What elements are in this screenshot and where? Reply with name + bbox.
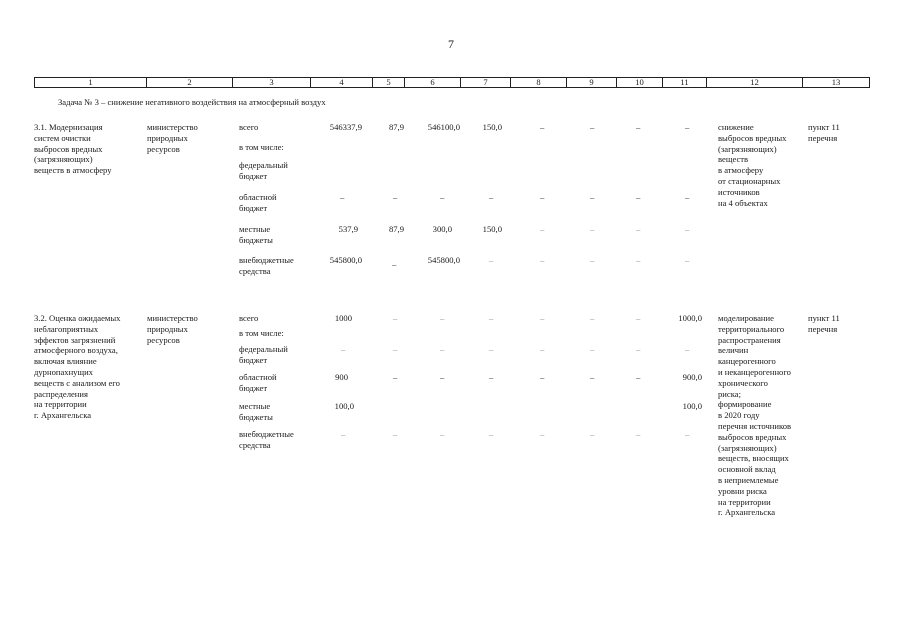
value-cell: 545800,0 bbox=[427, 255, 460, 265]
column-header: 2 bbox=[147, 78, 233, 87]
value-cell: 150,0 bbox=[482, 122, 502, 132]
column-header: 3 bbox=[233, 78, 311, 87]
value-cell: – bbox=[489, 372, 494, 382]
executor: министерство природных ресурсов bbox=[147, 313, 198, 345]
value-cell: – bbox=[489, 344, 494, 354]
value-cell: 300,0 bbox=[432, 224, 452, 234]
value-cell: – bbox=[440, 344, 445, 354]
value-cell: – bbox=[636, 122, 641, 132]
value-cell: – bbox=[590, 224, 595, 234]
funding-source-label: областной бюджет bbox=[239, 192, 277, 213]
value-cell: – bbox=[685, 344, 690, 354]
value-cell: – bbox=[489, 255, 494, 265]
value-cell: – bbox=[393, 372, 398, 382]
value-cell: 87,9 bbox=[388, 122, 404, 132]
column-header: 5 bbox=[373, 78, 405, 87]
value-cell: 100,0 bbox=[334, 401, 354, 411]
funding-source-label: в том числе: bbox=[239, 142, 284, 152]
value-cell: – bbox=[540, 122, 545, 132]
value-cell: – bbox=[393, 344, 398, 354]
value-cell: – bbox=[636, 429, 641, 439]
value-cell: – bbox=[685, 192, 690, 202]
value-cell: – bbox=[489, 429, 494, 439]
column-header: 11 bbox=[663, 78, 707, 87]
value-cell: 900 bbox=[335, 372, 348, 382]
funding-source-label: местные бюджеты bbox=[239, 224, 273, 245]
funding-source-label: внебюджетные средства bbox=[239, 255, 294, 276]
value-cell: – bbox=[590, 429, 595, 439]
value-cell: – bbox=[590, 372, 595, 382]
value-cell: – bbox=[540, 192, 545, 202]
value-cell: – bbox=[440, 372, 445, 382]
executor: министерство природных ресурсов bbox=[147, 122, 198, 154]
column-header-row bbox=[34, 77, 870, 88]
funding-source-label: областной бюджет bbox=[239, 372, 277, 393]
measure-name: 3.1. Модернизация систем очистки выбросов вредных (загрязняющих) веществ в атмосферу bbox=[34, 122, 112, 176]
value-cell: 100,0 bbox=[682, 401, 702, 411]
page-number: 7 bbox=[448, 37, 454, 51]
column-header: 9 bbox=[567, 78, 617, 87]
value-cell: 546100,0 bbox=[427, 122, 460, 132]
value-cell: – bbox=[540, 224, 545, 234]
funding-source-label: в том числе: bbox=[239, 328, 284, 338]
value-cell: 1000,0 bbox=[678, 313, 702, 323]
value-cell: – bbox=[540, 344, 545, 354]
reference: пункт 11 перечня bbox=[808, 313, 840, 334]
value-cell: – bbox=[636, 344, 641, 354]
value-cell: – bbox=[685, 255, 690, 265]
value-cell: – bbox=[540, 313, 545, 323]
funding-source-label: федеральный бюджет bbox=[239, 160, 288, 181]
column-header: 13 bbox=[831, 77, 841, 87]
column-header: 8 bbox=[511, 78, 567, 87]
value-cell: – bbox=[540, 372, 545, 382]
value-cell: – bbox=[341, 429, 346, 439]
task-title: Задача № 3 – снижение негативного воздействия на атмосферный воздух bbox=[58, 97, 326, 107]
value-cell: 546337,9 bbox=[329, 122, 362, 132]
value-cell: – bbox=[340, 192, 345, 202]
funding-source-label: всего bbox=[239, 313, 259, 323]
value-cell: – bbox=[590, 192, 595, 202]
value-cell: 87,9 bbox=[388, 224, 404, 234]
value-cell: – bbox=[636, 224, 641, 234]
column-header: 1 bbox=[35, 78, 147, 87]
value-cell: 150,0 bbox=[482, 224, 502, 234]
reference: пункт 11 перечня bbox=[808, 122, 840, 143]
value-cell: – bbox=[685, 122, 690, 132]
value-cell: – bbox=[393, 313, 398, 323]
value-cell: – bbox=[440, 313, 445, 323]
value-cell: 1000 bbox=[334, 313, 352, 323]
funding-source-label: федеральный бюджет bbox=[239, 344, 288, 365]
funding-source-label: всего bbox=[239, 122, 259, 132]
expected-result: снижение выбросов вредных (загрязняющих) веществ в атмосферу от стационарных источников на 4 объектах bbox=[718, 122, 787, 208]
value-cell: – bbox=[393, 429, 398, 439]
value-cell: – bbox=[489, 192, 494, 202]
column-header: 4 bbox=[311, 78, 373, 87]
value-cell: – bbox=[590, 122, 595, 132]
column-header: 12 bbox=[707, 78, 803, 87]
column-header: 7 bbox=[461, 78, 511, 87]
value-cell: – bbox=[590, 344, 595, 354]
value-cell: – bbox=[341, 344, 346, 354]
value-cell: – bbox=[393, 192, 398, 202]
column-header: 6 bbox=[405, 78, 461, 87]
value-cell: – bbox=[590, 255, 595, 265]
value-cell: – bbox=[685, 429, 690, 439]
value-cell: – bbox=[636, 313, 641, 323]
value-cell: 537,9 bbox=[338, 224, 358, 234]
value-cell: – bbox=[590, 313, 595, 323]
value-cell: – bbox=[636, 372, 641, 382]
value-cell: – bbox=[685, 224, 690, 234]
funding-source-label: внебюджетные средства bbox=[239, 429, 294, 450]
value-cell: – bbox=[636, 255, 641, 265]
value-cell: _ bbox=[392, 257, 397, 267]
value-cell: – bbox=[636, 192, 641, 202]
value-cell: – bbox=[440, 192, 445, 202]
column-header: 10 bbox=[617, 78, 663, 87]
expected-result: моделирование территориального распространения величин канцерогенного и неканцерогенного хронического риска; формирование в 2020 году перечня источников выбросов вредных (загрязняющих) веществ, вносящих основной вклад в неприемлемые уровни риска на территории г. Архангельска bbox=[718, 313, 792, 518]
value-cell: – bbox=[540, 429, 545, 439]
value-cell: 900,0 bbox=[682, 372, 702, 382]
value-cell: – bbox=[489, 313, 494, 323]
value-cell: – bbox=[540, 255, 545, 265]
funding-source-label: местные бюджеты bbox=[239, 401, 273, 422]
measure-name: 3.2. Оценка ожидаемых неблагоприятных эффектов загрязнений атмосферного воздуха, включая влияние дурнопахнущих веществ с анализом его распределения на территории г. Архангельска bbox=[34, 313, 121, 421]
value-cell: 545800,0 bbox=[329, 255, 362, 265]
value-cell: – bbox=[440, 429, 445, 439]
